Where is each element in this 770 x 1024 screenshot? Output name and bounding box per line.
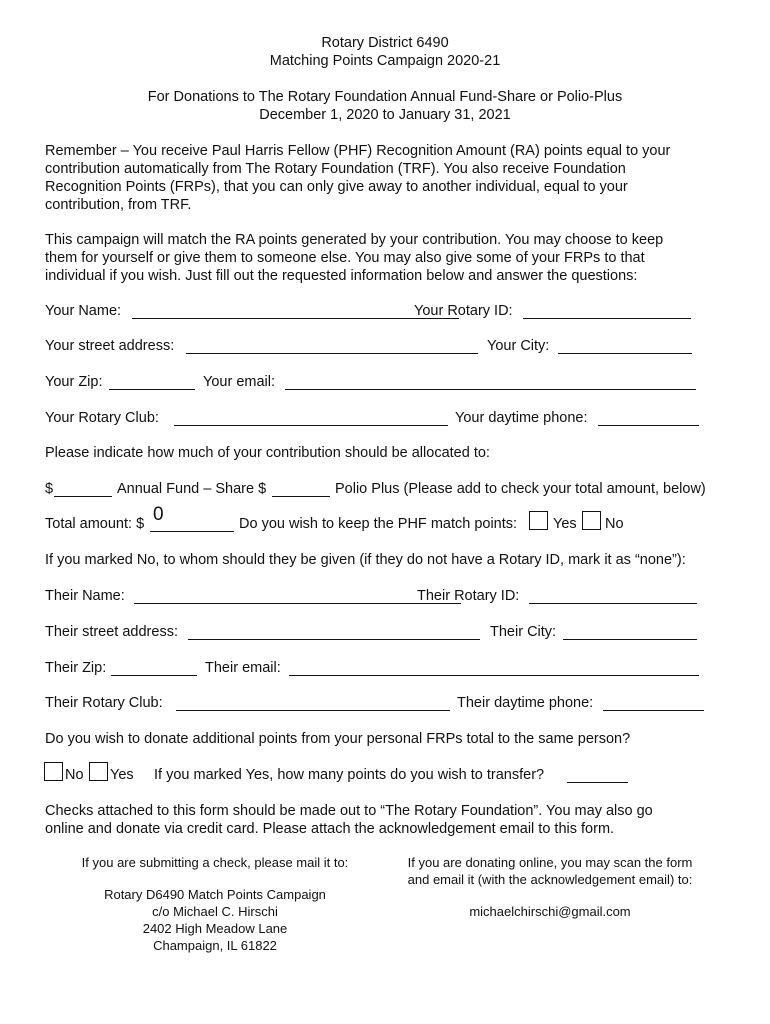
allocation-prompt: Please indicate how much of your contribution should be allocated to:	[45, 445, 490, 461]
keep-yes-label: Yes	[553, 516, 577, 532]
your-rotary-id-label: Your Rotary ID:	[414, 303, 513, 319]
their-street-label: Their street address:	[45, 624, 178, 640]
their-email-label: Their email:	[205, 660, 281, 676]
transfer-question: If you marked Yes, how many points do you wish to transfer?	[154, 767, 545, 783]
frp-no-label: No	[65, 767, 84, 783]
their-club-label: Their Rotary Club:	[45, 695, 163, 711]
your-city-field[interactable]	[558, 353, 692, 354]
text-line: them for yourself or give them to someone else. You may also give some of your FRPs to that	[45, 250, 645, 266]
their-phone-field[interactable]	[603, 710, 704, 711]
your-club-label: Your Rotary Club:	[45, 410, 159, 426]
their-name-field[interactable]	[134, 603, 461, 604]
their-city-field[interactable]	[563, 639, 697, 640]
their-street-field[interactable]	[188, 639, 480, 640]
text-line: Remember – You receive Paul Harris Fellow (PHF) Recognition Amount (RA) points equal to your	[45, 143, 671, 159]
keep-no-checkbox[interactable]	[582, 511, 601, 530]
campaign-dates: December 1, 2020 to January 31, 2021	[259, 107, 511, 123]
frp-yes-checkbox[interactable]	[89, 762, 108, 781]
mail-address-line: Rotary D6490 Match Points Campaign	[104, 887, 326, 902]
your-street-field[interactable]	[186, 353, 478, 354]
your-email-label: Your email:	[203, 374, 276, 390]
keep-points-question: Do you wish to keep the PHF match points:	[239, 516, 518, 532]
mail-address-line: 2402 High Meadow Lane	[142, 921, 288, 936]
transfer-points-field[interactable]	[567, 782, 628, 783]
mail-heading: If you are submitting a check, please mail it to:	[81, 855, 349, 870]
online-heading-line: and email it (with the acknowledgement email) to:	[407, 872, 693, 887]
your-zip-field[interactable]	[109, 389, 195, 390]
frp-question: Do you wish to donate additional points from your personal FRPs total to the same person?	[45, 731, 631, 747]
total-amount-field[interactable]	[150, 531, 234, 532]
their-club-field[interactable]	[176, 710, 450, 711]
text-line: contribution, from TRF.	[45, 197, 192, 213]
mail-instructions	[55, 854, 375, 954]
your-phone-label: Your daytime phone:	[455, 410, 588, 426]
text-line: This campaign will match the RA points generated by your contribution. You may choose to keep	[45, 232, 664, 248]
frp-yes-label: Yes	[110, 767, 134, 783]
your-street-label: Your street address:	[45, 338, 175, 354]
your-email-field[interactable]	[285, 389, 696, 390]
form-title: Rotary District 6490	[321, 35, 449, 51]
total-amount-value: 0	[153, 504, 164, 525]
frp-no-checkbox[interactable]	[44, 762, 63, 781]
text-line: online and donate via credit card. Please attach the acknowledgement email to this form.	[45, 821, 615, 837]
mail-address-line: Champaign, IL 61822	[153, 938, 277, 953]
intro-paragraph-1	[45, 142, 725, 214]
your-name-label: Your Name:	[45, 303, 122, 319]
your-club-field[interactable]	[174, 425, 448, 426]
contact-email: michaelchirschi@gmail.com	[469, 904, 631, 919]
intro-paragraph-2	[45, 231, 725, 285]
your-zip-label: Your Zip:	[45, 374, 103, 390]
form-subtitle: Matching Points Campaign 2020-21	[269, 53, 501, 69]
text-line: Checks attached to this form should be made out to “The Rotary Foundation”. You may also go	[45, 803, 653, 819]
polio-plus-amount-field[interactable]	[272, 496, 330, 497]
polio-plus-label: Polio Plus (Please add to check your total amount, below)	[335, 481, 706, 497]
annual-fund-amount-field[interactable]	[54, 496, 112, 497]
mail-address-line: c/o Michael C. Hirschi	[152, 904, 278, 919]
campaign-description: For Donations to The Rotary Foundation Annual Fund-Share or Polio-Plus	[147, 89, 623, 105]
keep-no-label: No	[605, 516, 624, 532]
checks-paragraph	[45, 802, 725, 838]
annual-fund-label: Annual Fund – Share $	[117, 481, 267, 497]
dollar-sign: $	[45, 481, 54, 497]
your-city-label: Your City:	[487, 338, 550, 354]
recipient-prompt: If you marked No, to whom should they be given (if they do not have a Rotary ID, mark it as “none”):	[45, 552, 686, 568]
their-rotary-id-label: Their Rotary ID:	[417, 588, 520, 604]
your-phone-field[interactable]	[598, 425, 699, 426]
their-email-field[interactable]	[289, 675, 699, 676]
online-instructions	[385, 854, 715, 920]
keep-yes-checkbox[interactable]	[529, 511, 548, 530]
their-zip-label: Their Zip:	[45, 660, 107, 676]
their-city-label: Their City:	[490, 624, 557, 640]
your-name-field[interactable]	[132, 318, 459, 319]
text-line: contribution automatically from The Rotary Foundation (TRF). You also receive Foundation	[45, 161, 626, 177]
their-zip-field[interactable]	[111, 675, 197, 676]
their-rotary-id-field[interactable]	[529, 603, 697, 604]
text-line: individual if you wish. Just fill out the requested information below and answer the questions:	[45, 268, 638, 284]
total-amount-label: Total amount: $	[45, 516, 145, 532]
online-heading-line: If you are donating online, you may scan the form	[407, 855, 693, 870]
their-phone-label: Their daytime phone:	[457, 695, 594, 711]
your-rotary-id-field[interactable]	[523, 318, 691, 319]
their-name-label: Their Name:	[45, 588, 125, 604]
text-line: Recognition Points (FRPs), that you can only give away to another individual, equal to your	[45, 179, 628, 195]
